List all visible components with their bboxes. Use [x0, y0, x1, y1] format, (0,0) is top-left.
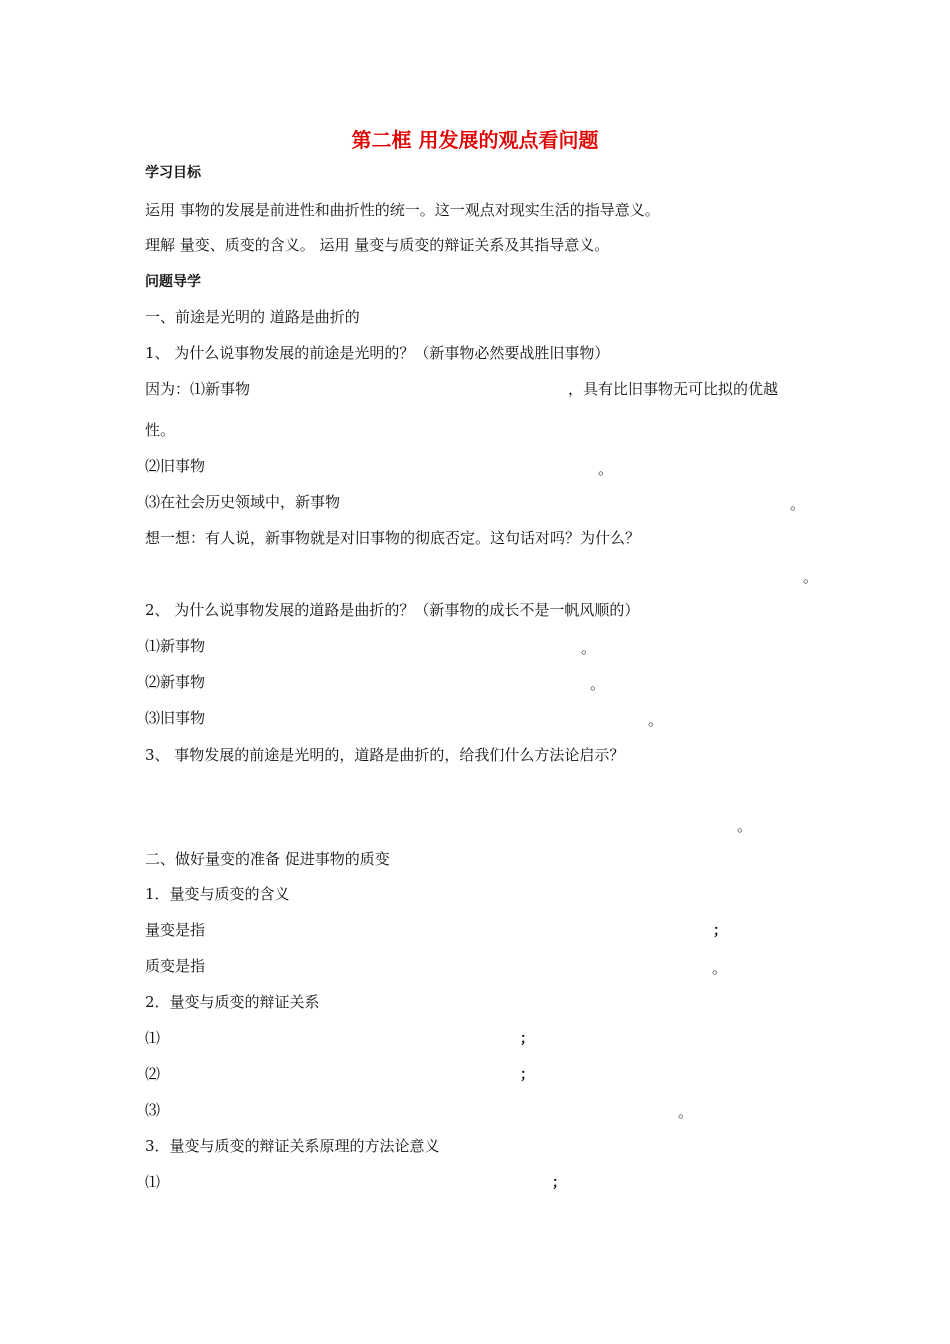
qualitative-change-definition: 质变是指: [145, 957, 206, 975]
semicolon-mark: ；: [520, 1067, 534, 1083]
period-mark: 。: [598, 460, 614, 478]
guide-heading: 问题导学: [145, 274, 201, 290]
section-1: 1．量变与质变的含义: [145, 885, 290, 903]
part2-heading: 二、做好量变的准备 促进事物的质变: [145, 850, 390, 868]
period-mark: 。: [712, 959, 728, 977]
method-item-1: ⑴: [145, 1173, 161, 1191]
goal-line-2: 理解 量变、质变的含义。 运用 量变与质变的辩证关系及其指导意义。: [145, 236, 610, 254]
question-1: 1、 为什么说事物发展的前途是光明的？（新事物必然要战胜旧事物）: [145, 344, 610, 362]
q1-answer-2: ⑵旧事物: [145, 457, 206, 475]
relation-item-3: ⑶: [145, 1101, 161, 1119]
semicolon-mark: ；: [552, 1175, 566, 1191]
section-3: 3．量变与质变的辩证关系原理的方法论意义: [145, 1137, 440, 1155]
semicolon-mark: ；: [713, 923, 727, 939]
goals-heading: 学习目标: [145, 165, 201, 181]
goal-line-1: 运用 事物的发展是前进性和曲折性的统一。这一观点对现实生活的指导意义。: [145, 201, 660, 219]
question-2: 2、 为什么说事物发展的道路是曲折的？（新事物的成长不是一帆风顺的）: [145, 601, 640, 619]
question-3: 3、 事物发展的前途是光明的，道路是曲折的，给我们什么方法论启示？: [145, 746, 625, 764]
relation-item-2: ⑵: [145, 1065, 161, 1083]
section-2: 2．量变与质变的辩证关系: [145, 993, 320, 1011]
period-mark: 。: [737, 817, 753, 835]
period-mark: 。: [678, 1103, 694, 1121]
quantitative-change-definition: 量变是指: [145, 921, 206, 939]
period-mark: 。: [590, 675, 606, 693]
q1-answer-1-start: 因为：⑴新事物: [145, 380, 251, 398]
part1-heading: 一、前途是光明的 道路是曲折的: [145, 308, 360, 326]
period-mark: 。: [803, 568, 819, 586]
relation-item-1: ⑴: [145, 1029, 161, 1047]
think-question: 想一想：有人说，新事物就是对旧事物的彻底否定。这句话对吗？为什么？: [145, 529, 641, 547]
semicolon-mark: ；: [520, 1031, 534, 1047]
period-mark: 。: [581, 639, 597, 657]
q2-answer-2: ⑵新事物: [145, 673, 206, 691]
q2-answer-1: ⑴新事物: [145, 637, 206, 655]
period-mark: 。: [790, 495, 806, 513]
q1-answer-1-end: ，具有比旧事物无可比拟的优越: [568, 380, 779, 398]
q1-answer-1-cont: 性。: [145, 421, 176, 439]
q2-answer-3: ⑶旧事物: [145, 709, 206, 727]
period-mark: 。: [648, 711, 664, 729]
q1-answer-3: ⑶在社会历史领域中，新事物: [145, 493, 341, 511]
page-title: 第二框 用发展的观点看问题: [351, 128, 599, 152]
